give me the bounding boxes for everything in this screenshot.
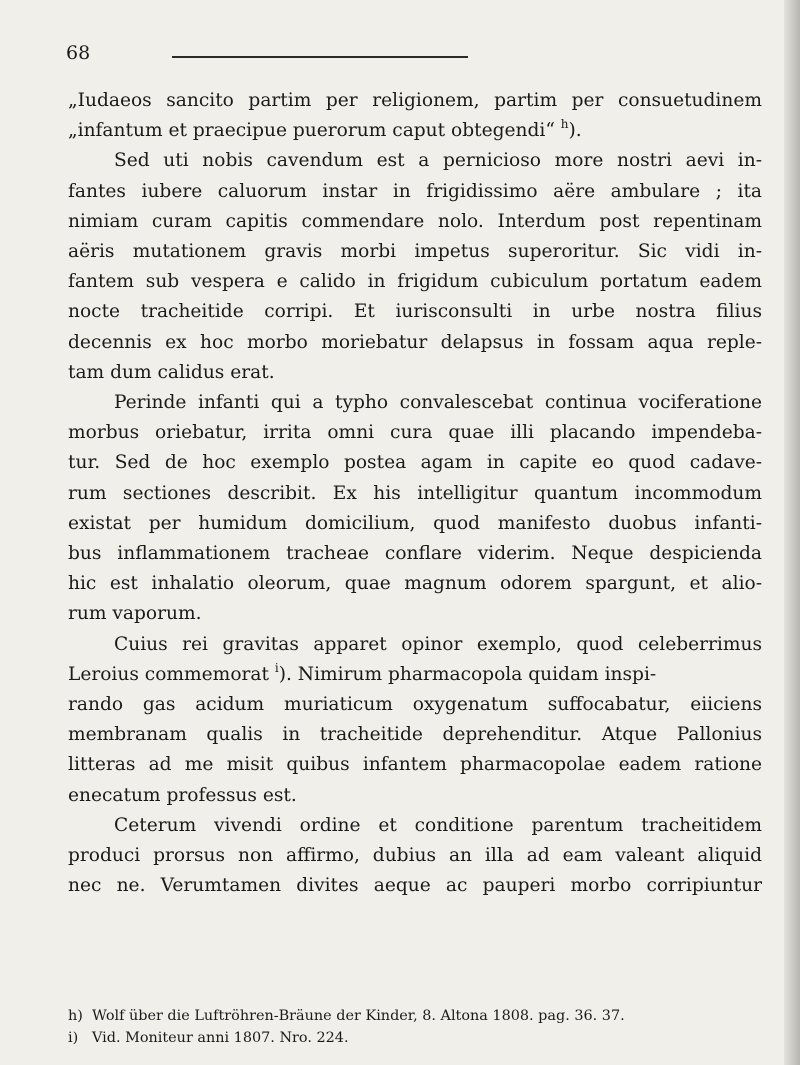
text-line: nocte tracheitide corripi. Et iurisconsulti in urbe nostra filius	[68, 301, 762, 323]
footnote-text: Vid. Moniteur anni 1807. Nro. 224.	[92, 1030, 349, 1046]
footnote-text: Wolf über die Luftröhren-Bräune der Kinder, 8. Altona 1808. pag. 36. 37.	[92, 1008, 625, 1024]
footnote	[68, 1005, 762, 1027]
text-line: Ceterum vivendi ordine et conditione parentum tracheitidem	[114, 814, 762, 836]
text-line: existat per humidum domicilium, quod manifesto duobus infanti-	[68, 512, 762, 534]
text-line: rum sectiones describit. Ex his intelligitur quantum incommodum	[68, 482, 762, 504]
text-line: rum vaporum.	[68, 603, 202, 625]
text-line: aëris mutationem gravis morbi impetus superoritur. Sic vidi in-	[68, 241, 762, 263]
text-line: „Iudaeos sancito partim per religionem, partim per consuetudinem	[68, 90, 762, 111]
text-line: Perinde infanti qui a typho convalescebat continua vociferatione	[114, 392, 762, 414]
text-line: rando gas acidum muriaticum oxygenatum suffocabatur, eiiciens	[68, 694, 762, 716]
text-line: nimiam curam capitis commendare nolo. Interdum post repentinam	[68, 210, 762, 232]
text-line: produci prorsus non affirmo, dubius an illa ad eam valeant aliquid	[68, 845, 762, 867]
text-line: morbus oriebatur, irrita omni cura quae illi placando impendeba-	[68, 422, 762, 444]
text-line: tur. Sed de hoc exemplo postea agam in capite eo quod cadave-	[68, 452, 762, 474]
text-line: membranam qualis in tracheitide deprehenditur. Atque Pallonius	[68, 724, 762, 746]
footnote	[68, 1027, 762, 1049]
text-line: litteras ad me misit quibus infantem pharmacopolae eadem ratione	[68, 754, 762, 776]
footnote-label: h)	[68, 1008, 83, 1024]
body-text	[68, 86, 762, 901]
text-line: Leroius commemorat $^i$). Nimirum pharmacopola quidam inspi-	[68, 660, 657, 685]
text-line: nec ne. Verumtamen divites aeque ac pauperi morbo corripiuntur	[68, 875, 762, 897]
page-edge-shadow	[784, 0, 800, 1065]
text-line: „infantum et praecipue puerorum caput obtegendi“ $^h$).	[68, 117, 582, 142]
text-line: enecatum professus est.	[68, 784, 297, 806]
text-line: Cuius rei gravitas apparet opinor exemplo, quod celeberrimus	[114, 633, 762, 655]
text-line: hic est inhalatio oleorum, quae magnum odorem spargunt, et alio-	[68, 573, 762, 595]
text-line: Sed uti nobis cavendum est a pernicioso more nostri aevi in-	[114, 150, 762, 172]
footnote-label: i)	[68, 1030, 79, 1046]
page-number: 68	[66, 42, 91, 64]
footnote-mark: h	[560, 117, 569, 132]
text-line: fantem sub vespera e calido in frigidum cubiculum portatum eadem	[68, 271, 762, 293]
header-rule	[172, 56, 468, 58]
text-line: fantes iubere caluorum instar in frigidissimo aëre ambulare ; ita	[68, 180, 762, 202]
text-line: bus inflammationem tracheae conflare viderim. Neque despicienda	[68, 543, 762, 565]
footnotes	[68, 1005, 762, 1049]
text-line: tam dum calidus erat.	[68, 361, 275, 383]
text-line: decennis ex hoc morbo moriebatur delapsus in fossam aqua reple-	[68, 331, 762, 353]
footnote-mark: i	[274, 660, 279, 675]
